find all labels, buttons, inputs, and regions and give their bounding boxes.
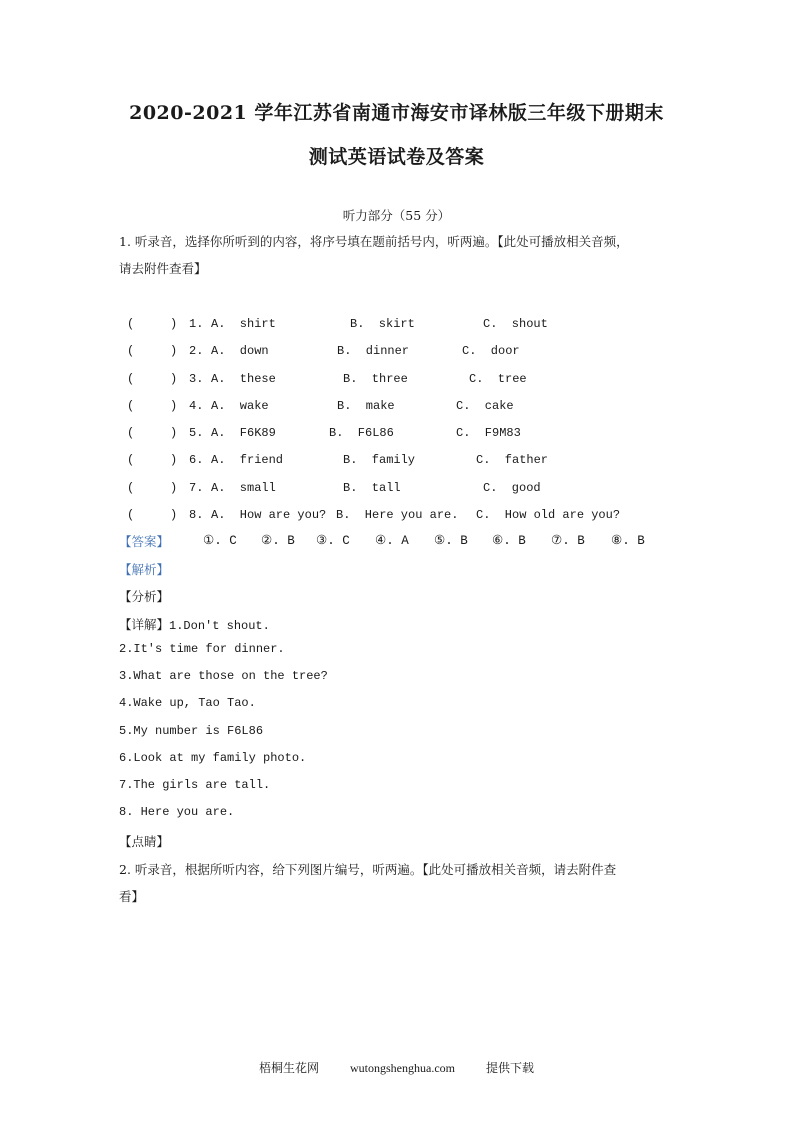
question-item: ( ) 1. A. shirt B. skirt C. shout	[127, 317, 548, 331]
question2-prompt-line2: 看】	[119, 889, 145, 904]
section-heading: 听力部分（55 分）	[342, 208, 451, 223]
footer-note: 提供下载	[485, 1061, 534, 1075]
answer-item: ④. A	[375, 534, 409, 548]
detail-line: 3.What are those on the tree?	[119, 669, 328, 683]
detail-line: 2.It's time for dinner.	[119, 642, 285, 656]
detail-line: 【详解】1.Don't shout.	[119, 617, 270, 633]
question-item: ( ) 4. A. wake B. make C. cake	[127, 399, 514, 413]
question-item: ( ) 8. A. How are you? B. Here you are. C. How old are you?	[127, 508, 621, 522]
question-item: ( ) 6. A. friend B. family C. father	[127, 453, 549, 467]
footer-site-name: 梧桐生花网	[258, 1061, 319, 1075]
question2-prompt-line1: 2. 听录音，根据所听内容，给下列图片编号，听两遍。【此处可播放相关音频，请去附件查	[119, 862, 617, 877]
document-title-line2: 测试英语试卷及答案	[308, 146, 485, 168]
detail-line: 8. Here you are.	[119, 805, 235, 819]
question-item: ( ) 3. A. these B. three C. tree	[127, 372, 527, 386]
answer-item: ①. C	[203, 534, 237, 548]
detail-line: 6.Look at my family photo.	[119, 751, 307, 765]
question1-prompt-line2: 请去附件查看】	[119, 261, 207, 276]
answer-item: ③. C	[316, 534, 350, 548]
detail-line: 7.The girls are tall.	[119, 778, 271, 792]
answer-label: 【答案】	[119, 534, 170, 549]
page-footer	[0, 1059, 793, 1076]
answer-item: ⑦. B	[551, 534, 585, 548]
analysis-label: 【解析】	[119, 562, 170, 577]
question1-prompt-line1: 1. 听录音，选择你所听到的内容，将序号填在题前括号内，听两遍。【此处可播放相关音频，	[119, 234, 629, 249]
answer-item: ⑥. B	[492, 534, 526, 548]
question2-prompt	[119, 856, 679, 910]
fenxi-label: 【分析】	[119, 589, 170, 604]
question-item: ( ) 7. A. small B. tall C. good	[127, 481, 541, 495]
detail-line: 4.Wake up, Tao Tao.	[119, 696, 256, 710]
document-title-line1: 2020-2021 学年江苏省南通市海安市译林版三年级下册期末	[129, 102, 664, 124]
footer-url[interactable]: wutongshenghua.com	[350, 1061, 455, 1075]
answer-item: ②. B	[261, 534, 295, 548]
answer-item: ⑤. B	[434, 534, 468, 548]
detail-label: 【详解】	[119, 617, 170, 632]
detail-line: 5.My number is F6L86	[119, 724, 264, 738]
answer-item: ⑧. B	[611, 534, 645, 548]
question-item: ( ) 5. A. F6K89 B. F6L86 C. F9M83	[127, 426, 521, 440]
question1-prompt	[119, 228, 679, 282]
question-item: ( ) 2. A. down B. dinner C. door	[127, 344, 520, 358]
dianjing-label: 【点睛】	[119, 834, 170, 849]
